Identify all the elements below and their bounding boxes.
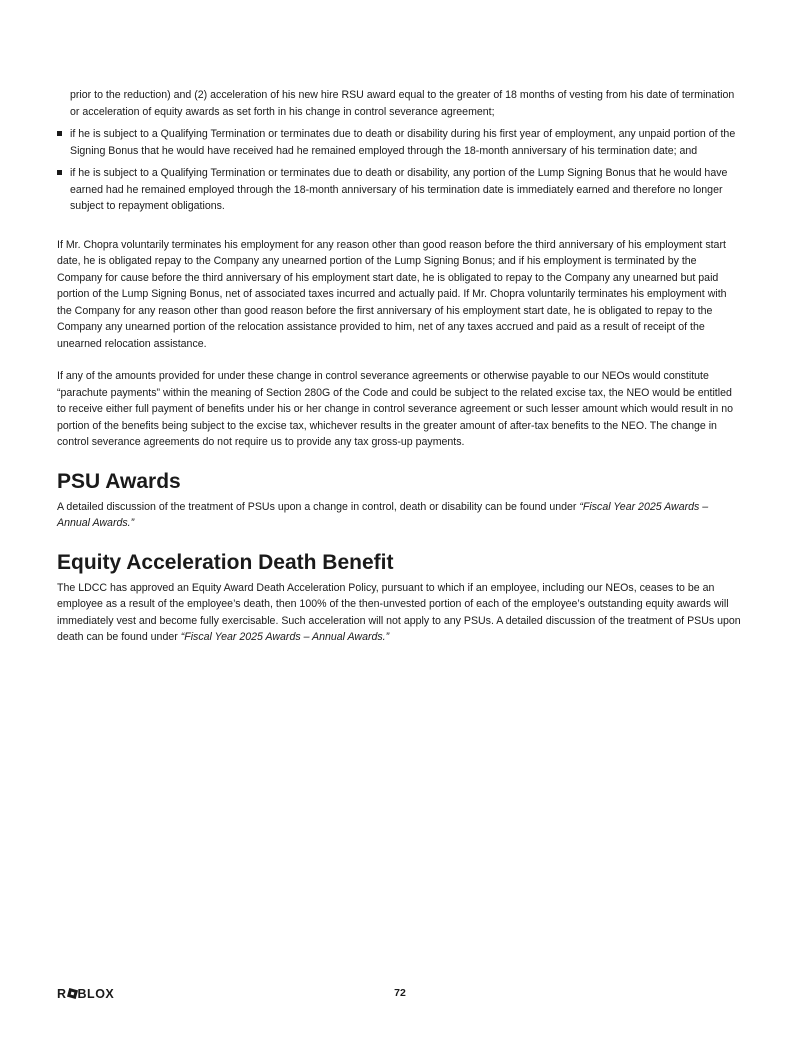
psu-awards-reference: “Fiscal Year 2025 Awards – Annual Awards.” <box>57 500 709 529</box>
bullet-square-icon <box>57 131 62 136</box>
psu-awards-text: A detailed discussion of the treatment of PSUs upon a change in control, death or disability can be found under <box>57 500 580 513</box>
death-benefit-text: The LDCC has approved an Equity Award Death Acceleration Policy, pursuant to which if an employee, including our NEOs, ceases to be an employee as a result of the employee’s death, then 100% of the then-unvested portion of each of the employee’s outstanding equity awards will immediately vest and become fully exercisable. Such acceleration will not apply to any PSUs. A detailed discussion of the treatment of PSUs upon death can be found under <box>57 581 741 643</box>
paragraph-chopra: If Mr. Chopra voluntarily terminates his employment for any reason other than good reason before the third anniversary of his employment start date, he is obligated repay to the Company any unearned portion of the Lump Signing Bonus; and if his employment is terminated by the Company for cause before the third anniversary of his employment start date, he is obligated to repay to the Company any unearned but paid portion of the Lump Signing Bonus, net of associated taxes incurred and actually paid. If Mr. Chopra voluntarily terminates his employment with the Company for any reason other than good reason before the first anniversary of his employment start date, he is obligated to repay to the Company any unearned portion of the relocation assistance provided to him, net of any taxes accrued and paid as a result of receipt of the unearned relocation assistance. <box>57 238 727 350</box>
page-number: 72 <box>394 987 406 999</box>
logo-letters-blox: BLOX <box>77 987 115 1001</box>
bullet-list <box>57 126 743 215</box>
bullet-square-icon <box>57 170 62 175</box>
bullet-text: if he is subject to a Qualifying Termination or terminates due to death or disability during his first year of employment, any unpaid portion of the Signing Bonus that he would have received had he remained employed through the 18-month anniversary of his termination date; and <box>70 128 736 157</box>
paragraph-parachute: If any of the amounts provided for under these change in control severance agreements or otherwise payable to our NEOs would constitute “parachute payments” within the meaning of Section 280G of the Code and could be subject to the related excise tax, the NEO would be entitled to receive either full payment of benefits under his or her change in control severance agreement or such lesser amount which would result in no portion of the benefits being subject to the excise tax, whichever results in the greater amount of after-tax benefits to the NEO. The change in control severance agreements do not require us to provide any tax gross-up payments. <box>57 370 734 448</box>
bullet-item <box>57 165 743 215</box>
bullet-text: if he is subject to a Qualifying Termination or terminates due to death or disability, any portion of the Lump Signing Bonus that he would have earned had he remained employed through the 18-month anniversary of his termination date is immediately earned and therefore no longer subject to repayment obligations. <box>70 167 728 212</box>
death-benefit-heading: Equity Acceleration Death Benefit <box>57 550 394 574</box>
continued-paragraph: prior to the reduction) and (2) acceleration of his new hire RSU award equal to the greater of 18 months of vesting from his date of termination or acceleration of equity awards as set forth in his change in control severance agreement; <box>70 89 735 118</box>
psu-awards-heading: PSU Awards <box>57 469 181 493</box>
death-benefit-reference: “Fiscal Year 2025 Awards – Annual Awards.” <box>180 631 390 643</box>
psu-awards-paragraph <box>57 499 743 532</box>
death-benefit-paragraph <box>57 580 743 646</box>
document-body <box>57 87 743 646</box>
logo-letter-r: R <box>57 987 67 1001</box>
bullet-item <box>57 126 743 159</box>
